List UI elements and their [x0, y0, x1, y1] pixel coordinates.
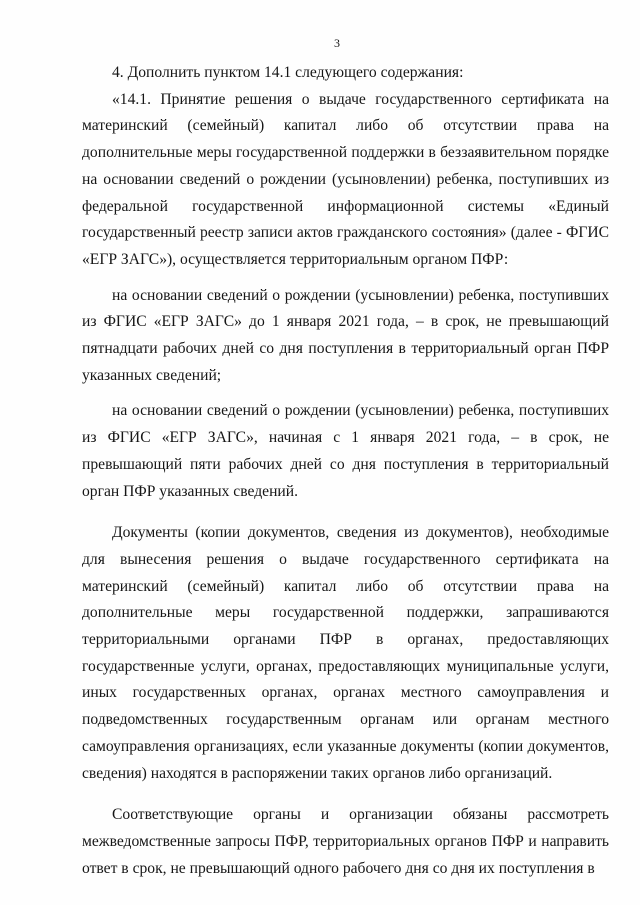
paragraph-documents-requests: Документы (копии документов, сведения из документов), необходимые для вынесения решения о выдаче государственного сертификата на материнский (семейный) капитал либо об отсутствии права на дополнительные меры государственной поддержки, запрашиваются территориальными органами ПФР в органах, предоставляющих государственные услуги, органах, предоставляющих муниципальные услуги, иных государственных органах, органах местного самоуправления и подведомственных государственным органам или органам местного самоуправления организациях, если указанные документы (копии документов, сведения) находятся в распоряжении таких органов либо организаций.	[82, 524, 609, 782]
paragraph-amendment-heading: 4. Дополнить пунктом 14.1 следующего содержания:	[112, 64, 464, 81]
paragraph-from-2021: на основании сведений о рождении (усыновлении) ребенка, поступивших из ФГИС «ЕГР ЗАГС», начиная с 1 января 2021 года, – в срок, не превышающий пяти рабочих дней со дня поступления в территориальный орган ПФР указанных сведений.	[82, 402, 609, 500]
paragraph-response-obligations: Соответствующие органы и организации обязаны рассмотреть межведомственные запросы ПФР, территориальных органов ПФР и направить ответ в срок, не превышающий одного рабочего дня со дня их поступления в	[82, 806, 609, 877]
document-body	[82, 60, 609, 882]
paragraph-before-2021: на основании сведений о рождении (усыновлении) ребенка, поступивших из ФГИС «ЕГР ЗАГС» до 1 января 2021 года, – в срок, не превышающий пятнадцати рабочих дней со дня поступления в территориальный орган ПФР указанных сведений;	[82, 286, 609, 384]
paragraph-clause-14-1: «14.1. Принятие решения о выдаче государственного сертификата на материнский (семейный) капитал либо об отсутствии права на дополнительные меры государственной поддержки в беззаявительном порядке на основании сведений о рождении (усыновлении) ребенка, поступивших из федеральной государственной информационной системы «Единый государственный реестр записи актов гражданского состояния» (далее - ФГИС «ЕГР ЗАГС»), осуществляется территориальным органом ПФР:	[82, 90, 609, 268]
page-number: 3	[334, 36, 340, 50]
